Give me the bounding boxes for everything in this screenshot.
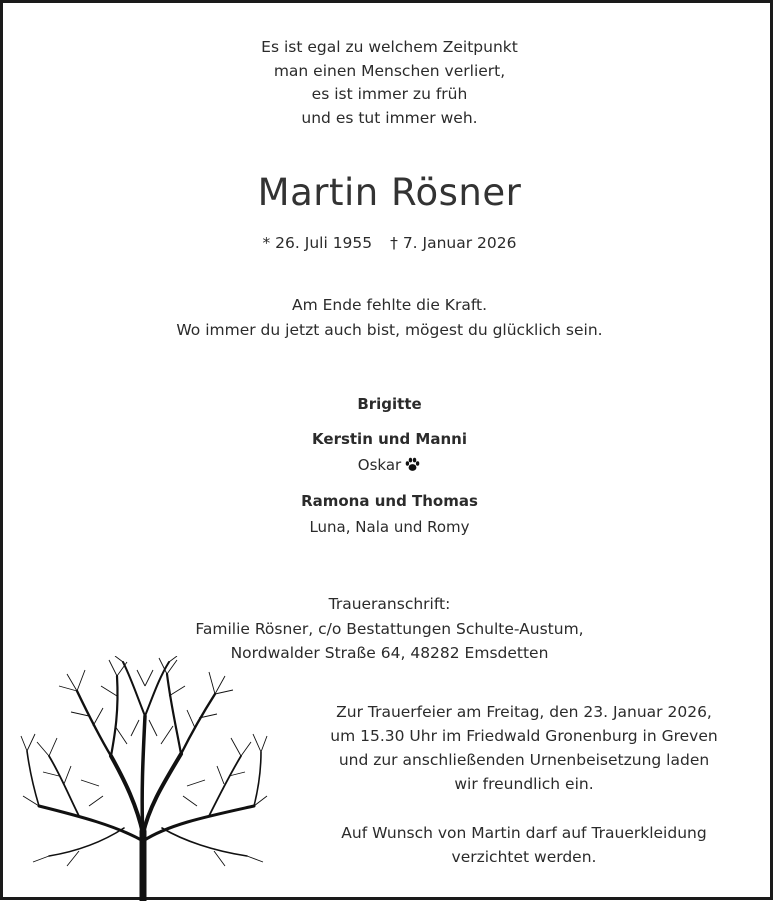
mourner-grandchildren: Luna, Nala und Romy <box>309 518 470 536</box>
verse-line: man einen Menschen verliert, <box>273 61 506 80</box>
dresscode-line: verzichtet werden. <box>451 848 597 866</box>
mourner-spouse: Brigitte <box>357 395 422 413</box>
farewell-line: Wo immer du jetzt auch bist, mögest du glücklich sein. <box>176 321 603 339</box>
paw-icon <box>404 456 421 477</box>
mourning-address <box>3 592 773 666</box>
service-line: um 15.30 Uhr im Friedwald Gronenburg in Greven <box>330 727 718 745</box>
address-line: Nordwalder Straße 64, 48282 Emsdetten <box>230 644 549 662</box>
address-heading: Traueranschrift: <box>328 595 451 613</box>
verse-line: Es ist egal zu welchem Zeitpunkt <box>261 38 518 56</box>
address-line: Familie Rösner, c/o Bestattungen Schulte-Austum, <box>195 619 584 638</box>
service-announcement <box>308 700 740 796</box>
death-date: † 7. Januar 2026 <box>390 234 517 252</box>
farewell-line: Am Ende fehlte die Kraft. <box>291 296 488 314</box>
mourner-pet <box>3 456 773 477</box>
pet-name: Oskar <box>357 456 402 474</box>
mourner-child-2: Ramona und Thomas <box>301 492 478 510</box>
farewell-text <box>3 293 773 343</box>
bare-tree-icon <box>19 656 269 905</box>
mourner-child-1: Kerstin und Manni <box>312 430 467 448</box>
dresscode-note <box>308 821 740 869</box>
verse-line: und es tut immer weh. <box>301 108 478 127</box>
service-line: wir freundlich ein. <box>454 775 594 793</box>
deceased-name: Martin Rösner <box>257 171 522 214</box>
birth-date: * 26. Juli 1955 <box>262 234 373 252</box>
dresscode-line: Auf Wunsch von Martin darf auf Trauerkleidung <box>341 824 707 842</box>
service-line: Zur Trauerfeier am Freitag, den 23. Januar 2026, <box>336 703 712 721</box>
life-dates <box>3 234 773 252</box>
opening-verse <box>3 36 773 130</box>
verse-line: es ist immer zu früh <box>311 85 468 103</box>
service-line: und zur anschließenden Urnenbeisetzung laden <box>338 751 710 769</box>
